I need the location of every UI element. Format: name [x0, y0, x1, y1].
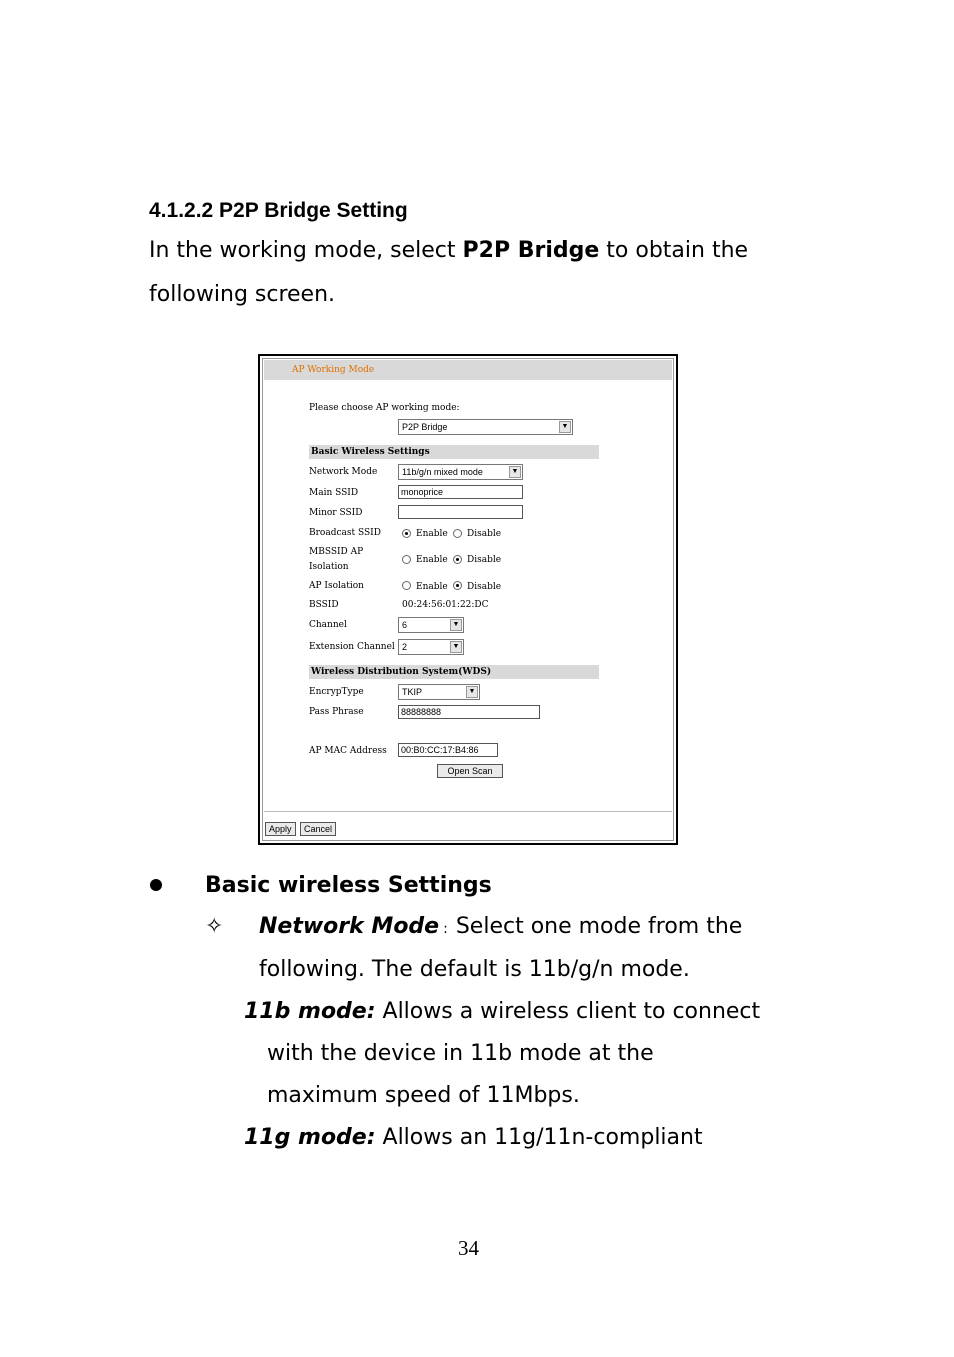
mode-11b-text: Allows a wireless client to connect: [375, 999, 761, 1024]
mode-11b-line: [244, 999, 924, 1024]
mode-11b-line-2: with the device in 11b mode at the: [267, 1041, 654, 1066]
isolation-enable-label: Enable: [416, 582, 448, 592]
minor-ssid-input[interactable]: [398, 505, 523, 519]
mode-11b-line-3: maximum speed of 11Mbps.: [267, 1083, 580, 1108]
broadcast-ssid-label: Broadcast SSID: [309, 528, 381, 538]
working-mode-select[interactable]: [398, 419, 573, 435]
broadcast-disable-radio[interactable]: [453, 529, 462, 538]
mbssid-label-2: Isolation: [309, 562, 349, 572]
mbssid-disable-radio[interactable]: [453, 555, 462, 564]
channel-select[interactable]: [398, 617, 464, 633]
intro-text: In the working mode, select: [149, 238, 463, 263]
screenshot-titlebar: [264, 360, 672, 380]
extension-channel-select[interactable]: [398, 639, 464, 655]
bssid-value: 00:24:56:01:22:DC: [402, 600, 489, 610]
network-mode-line: [259, 914, 939, 939]
mode-11g-term: 11g mode:: [244, 1125, 376, 1150]
section-heading: 4.1.2.2 P2P Bridge Setting: [149, 199, 408, 222]
chevron-down-icon[interactable]: ▼: [450, 641, 462, 653]
mbssid-disable-label: Disable: [467, 555, 502, 565]
basic-settings-title: Basic Wireless Settings: [311, 447, 430, 457]
mode-11g-text: Allows an 11g/11n-compliant: [375, 1125, 703, 1150]
bullet-icon: [150, 879, 162, 891]
open-scan-button[interactable]: Open Scan: [437, 764, 503, 778]
broadcast-enable-radio[interactable]: [402, 529, 411, 538]
chevron-down-icon[interactable]: ▼: [466, 686, 478, 698]
chevron-down-icon[interactable]: ▼: [559, 421, 571, 433]
extension-channel-label: Extension Channel: [309, 642, 395, 652]
basic-settings-bar: [309, 445, 599, 459]
ap-mac-input[interactable]: 00:B0:CC:17:B4:86: [398, 743, 498, 757]
ap-mac-label: AP MAC Address: [309, 746, 387, 756]
encryp-type-label: EncrypType: [309, 687, 364, 697]
broadcast-enable-label: Enable: [416, 529, 448, 539]
channel-value: 6: [402, 620, 408, 630]
mode-11g-line: [244, 1125, 924, 1150]
ap-working-mode-screenshot: [258, 354, 678, 845]
apply-button[interactable]: Apply: [265, 822, 296, 836]
pass-phrase-input[interactable]: 88888888: [398, 705, 540, 719]
isolation-disable-radio[interactable]: [453, 581, 462, 590]
wds-title: Wireless Distribution System(WDS): [311, 667, 492, 677]
network-mode-select[interactable]: [398, 464, 523, 480]
main-ssid-label: Main SSID: [309, 488, 359, 498]
intro-paragraph: [149, 238, 829, 263]
network-mode-label: Network Mode: [309, 467, 378, 477]
screenshot-title: AP Working Mode: [292, 365, 375, 375]
network-mode-value: 11b/g/n mixed mode: [402, 467, 483, 477]
network-mode-term: Network Mode: [259, 914, 440, 939]
choose-mode-label: Please choose AP working mode:: [309, 403, 460, 413]
chevron-down-icon[interactable]: ▼: [509, 466, 521, 478]
intro-line-2: following screen.: [149, 282, 336, 307]
encryp-type-value: TKIP: [402, 687, 423, 697]
mode-11b-term: 11b mode:: [244, 999, 376, 1024]
screenshot-panel: [262, 358, 674, 841]
mbssid-enable-radio[interactable]: [402, 555, 411, 564]
broadcast-disable-label: Disable: [467, 529, 502, 539]
network-mode-colon: :: [443, 921, 448, 937]
extension-channel-value: 2: [402, 642, 408, 652]
chevron-down-icon[interactable]: ▼: [450, 619, 462, 631]
isolation-enable-radio[interactable]: [402, 581, 411, 590]
diamond-bullet-icon: ✧: [205, 914, 224, 939]
bssid-label: BSSID: [309, 600, 339, 610]
minor-ssid-label: Minor SSID: [309, 508, 363, 518]
intro-text-end: to obtain the: [599, 238, 749, 263]
main-ssid-input[interactable]: monoprice: [398, 485, 523, 499]
ap-isolation-label: AP Isolation: [309, 581, 364, 591]
mbssid-label-1: MBSSID AP: [309, 547, 364, 557]
channel-label: Channel: [309, 620, 347, 630]
mbssid-enable-label: Enable: [416, 555, 448, 565]
working-mode-value: P2P Bridge: [402, 422, 448, 432]
isolation-disable-label: Disable: [467, 582, 502, 592]
pass-phrase-label: Pass Phrase: [309, 707, 364, 717]
page-number: 34: [458, 1236, 479, 1260]
network-mode-line-2: following. The default is 11b/g/n mode.: [259, 957, 690, 982]
intro-bold: P2P Bridge: [462, 238, 600, 263]
wds-bar: [309, 665, 599, 679]
encryp-type-select[interactable]: [398, 684, 480, 700]
footer-divider: [264, 811, 672, 812]
bullet-title: Basic wireless Settings: [205, 873, 492, 898]
cancel-button[interactable]: Cancel: [300, 822, 336, 836]
network-mode-text: Select one mode from the: [455, 914, 743, 939]
